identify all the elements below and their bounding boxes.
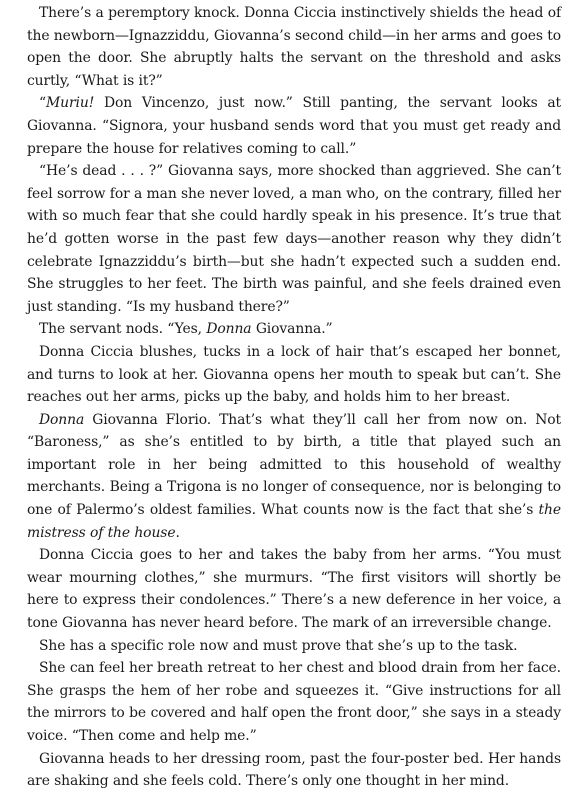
paragraph [27, 341, 561, 409]
paragraph [27, 2, 561, 92]
text-run: Giovanna heads to her dressing room, past the four-poster bed. Her hands are shaking and she feels cold. There’s only one thought in her mind. [27, 750, 561, 790]
paragraph [27, 409, 561, 545]
italic-run: Donna [206, 321, 252, 338]
book-page [27, 2, 561, 793]
text-run: She has a specific role now and must prove that she’s up to the task. [39, 637, 518, 654]
italic-run: the mistress of the house [27, 502, 561, 541]
text-run: She can feel her breath retreat to her chest and blood drain from her face. She grasps the hem of her robe and squeezes it. “Give instructions for all the mirrors to be covered and half open the front door,” she says in a steady voice. “Then come and help me.” [27, 660, 561, 744]
italic-run: Donna [39, 411, 85, 428]
text-run: There’s a peremptory knock. Donna Ciccia instinctively shields the head of the newborn—Ignazziddu, Giovanna’s second child—in her arms and goes to open the door. She abruptly halts the servant on the threshold and asks curtly, “What is it?” [27, 5, 561, 89]
paragraph [27, 318, 561, 341]
text-run: “He’s dead . . . ?” Giovanna says, more shocked than aggrieved. She can’t feel sorrow for a man she never loved, a man who, on the contrary, filled her with so much fear that she could hardly speak in his presence. It’s true that he’d gotten worse in the past few days—another reason why they didn’t celebrate Ignazziddu’s birth—but she hadn’t expected such a sudden end. She struggles to her feet. The birth was painful, and she feels drained even just standing. “Is my husband there?” [27, 163, 561, 315]
text-run: Giovanna Florio. That’s what they’ll call her from now on. Not “Baroness,” as she’s entitled to by birth, a title that played such an important role in her being admitted to this household of wealthy merchants. Being a Trigona is no longer of consequence, nor is belonging to one of Palermo’s oldest families. What counts now is the fact that she’s [27, 411, 561, 519]
text-run: Donna Ciccia blushes, tucks in a lock of hair that’s escaped her bonnet, and turns to look at her. Giovanna opens her mouth to speak but can’t. She reaches out her arms, picks up the baby, and holds him to her breast. [27, 343, 561, 406]
paragraph [27, 544, 561, 634]
text-run: Donna Ciccia goes to her and takes the baby from her arms. “You must wear mourning clothes,” she murmurs. “The first visitors will shortly be here to express their condolences.” There’s a new deference in her voice, a tone Giovanna has never heard before. The mark of an irreversible change. [27, 547, 561, 632]
text-run: Giovanna.” [251, 321, 333, 338]
paragraph [27, 657, 561, 747]
paragraph [27, 748, 561, 793]
paragraph [27, 92, 561, 160]
italic-run: Muriu! [46, 95, 95, 112]
text-run: “ [39, 95, 47, 112]
text-run: The servant nods. “Yes, [39, 321, 207, 338]
paragraph [27, 160, 561, 318]
text-run: Don Vincenzo, just now.” Still panting, the servant looks at Giovanna. “Signora, your husband sends word that you must get ready and prepare the house for relatives coming to call.” [27, 95, 561, 157]
text-run: . [175, 524, 180, 541]
paragraph [27, 635, 561, 658]
